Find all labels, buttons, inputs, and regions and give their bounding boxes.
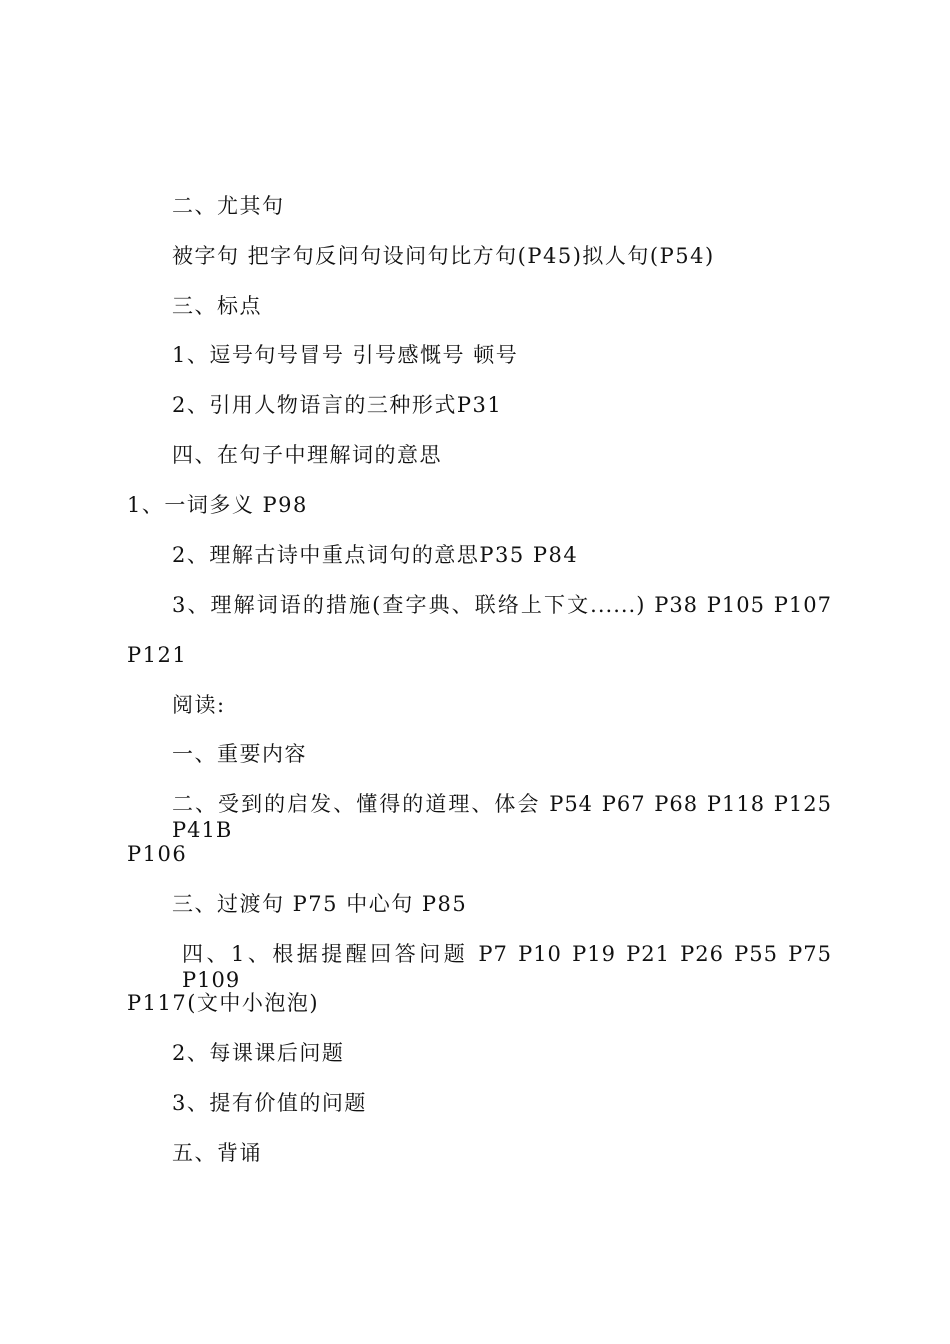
heading-recitation: 五、背诵 (172, 1141, 262, 1165)
text-word-methods: 3、理解词语的措施(查字典、联络上下文......) P38 P105 P107 (172, 593, 832, 617)
text-sentence-types: 被字句 把字句反问句设问句比方句(P45)拟人句(P54) (172, 244, 715, 268)
text-polysemy: 1、一词多义 P98 (127, 493, 308, 517)
text-transition-sentence: 三、过渡句 P75 中心句 P85 (172, 892, 468, 916)
text-inspiration-cont: P106 (127, 842, 188, 866)
text-ancient-poem: 2、理解古诗中重点词句的意思P35 P84 (172, 543, 579, 567)
text-answer-questions-cont: P117(文中小泡泡) (127, 991, 320, 1015)
text-valuable-questions: 3、提有价值的问题 (172, 1091, 367, 1115)
heading-special-sentences: 二、尤其句 (172, 194, 285, 218)
text-inspiration: 二、受到的启发、懂得的道理、体会 P54 P67 P68 P118 P125 P41B (172, 792, 832, 842)
heading-main-content: 一、重要内容 (172, 742, 307, 766)
text-after-class-questions: 2、每课课后问题 (172, 1041, 345, 1065)
heading-punctuation: 三、标点 (172, 294, 262, 318)
text-answer-questions: 四、1、根据提醒回答问题 P7 P10 P19 P21 P26 P55 P75 P109 (182, 942, 832, 992)
heading-reading: 阅读: (172, 693, 226, 717)
text-word-methods-cont: P121 (127, 643, 188, 667)
text-punctuation-list: 1、逗号句号冒号 引号感慨号 顿号 (172, 343, 519, 367)
text-quote-forms: 2、引用人物语言的三种形式P31 (172, 393, 503, 417)
heading-word-meaning: 四、在句子中理解词的意思 (172, 443, 442, 467)
